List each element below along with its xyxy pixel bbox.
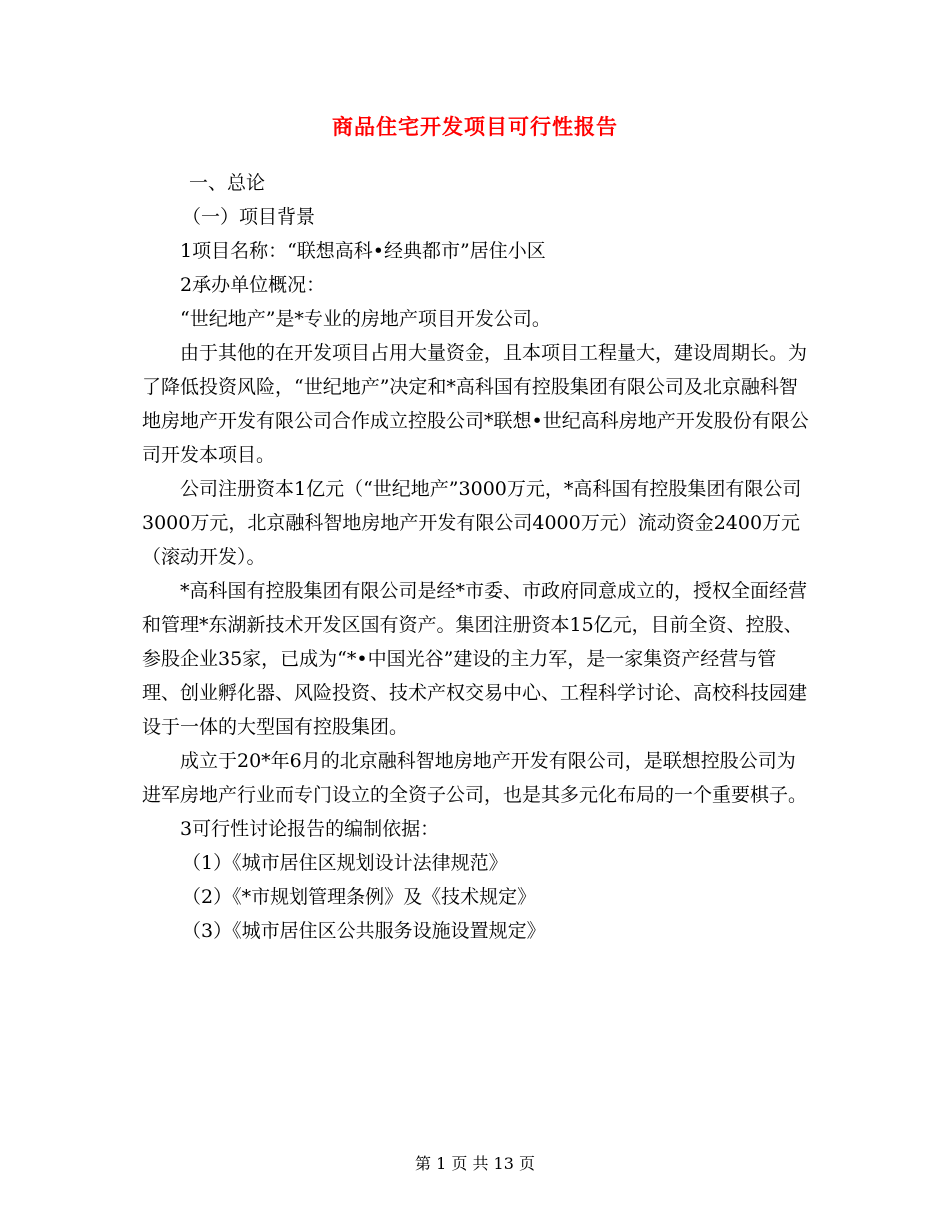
- paragraph-company-intro: “世纪地产”是*专业的房地产项目开发公司。: [180, 308, 551, 330]
- basis-item-3: （3）《城市居住区公共服务设施设置规定》: [182, 920, 546, 942]
- section-heading-general: 一、总论: [189, 172, 266, 194]
- document-title: 商品住宅开发项目可行性报告: [332, 115, 618, 139]
- basis-item-1: （1）《城市居住区规划设计法律规范》: [182, 852, 508, 874]
- page-number-footer: 第 1 页 共 13 页: [415, 1154, 535, 1173]
- paragraph-organizer-heading: 2承办单位概况：: [180, 274, 326, 296]
- paragraph-basis-heading: 3可行性讨论报告的编制依据：: [180, 818, 440, 840]
- paragraph-joint-venture: 由于其他的在开发项目占用大量资金，且本项目工程量大，建设周期长。为了降低投资风险，“世纪地产”决定和*高科国有控股集团有限公司及北京融科智地房地产开发有限公司合作成立控股公司*联想•世纪高科房地产开发股份有限公司开发本项目。: [142, 342, 809, 466]
- paragraph-project-name: 1项目名称：“联想高科•经典都市”居住小区: [180, 240, 546, 262]
- basis-item-2: （2）《*市规划管理条例》及《技术规定》: [182, 886, 537, 908]
- subsection-heading-background: （一）项目背景: [182, 206, 316, 228]
- paragraph-holding-group: *高科国有控股集团有限公司是经*市委、市政府同意成立的，授权全面经营和管理*东湖新技术开发区国有资产。集团注册资本15亿元，目前全资、控股、参股企业35家，已成为“*•中国光谷”建设的主力军，是一家集资产经营与管理、创业孵化器、风险投资、技术产权交易中心、工程科学讨论、高校科技园建设于一体的大型国有控股集团。: [142, 580, 808, 738]
- paragraph-registered-capital: 公司注册资本1亿元（“世纪地产”3000万元，*高科国有控股集团有限公司3000万元，北京融科智地房地产开发有限公司4000万元）流动资金2400万元（滚动开发）。: [142, 478, 802, 568]
- document-body: [142, 166, 812, 948]
- paragraph-beijing-company: 成立于20*年6月的北京融科智地房地产开发有限公司，是联想控股公司为进军房地产行业而专门设立的全资子公司，也是其多元化布局的一个重要棋子。: [142, 750, 808, 806]
